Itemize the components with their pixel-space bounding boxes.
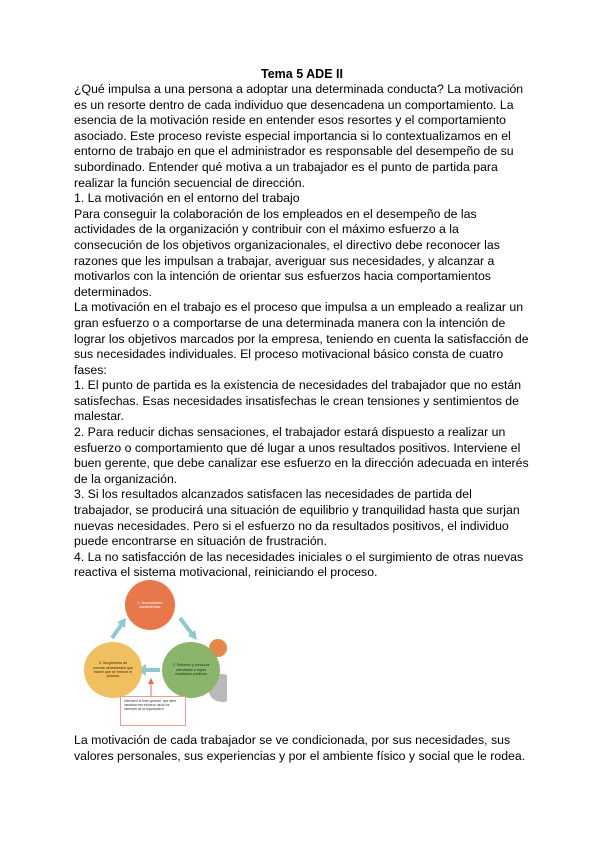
arrowhead — [148, 678, 154, 684]
list-item: 2. Para reducir dichas sensaciones, el trabajador estará dispuesto a realizar un esfuerzo o comportamiento que dé lugar a unos resultados positivos. Interviene el buen gerente, que debe canalizar ese esfuerzo en la dirección adecuada en interés de la organización. — [74, 425, 529, 486]
list-item: 1. El punto de partida es la existencia de necesidades del trabajador que no están satisfechas. Esas necesidades insatisfechas le crean tensiones y sentimientos de malestar. — [74, 378, 522, 424]
motivation-cycle-diagram — [82, 578, 227, 728]
cycle-step-3: 3. Surgimiento de nuevas necesidades que hacen que se reinicie el proceso — [84, 642, 142, 698]
list-item: 4. La no satisfacción de las necesidades iniciales o el surgimiento de otras nuevas reactiva el sistema motivacional, reiniciando el proceso. — [74, 549, 524, 580]
closing-paragraph: La motivación de cada trabajador se ve condicionada, por sus necesidades, sus valores personales, sus experiencias y por el ambiente físico y social que le rodea. — [74, 733, 526, 763]
paragraph-intro: ¿Qué impulsa a una persona a adoptar una determinada conducta? La motivación es un resorte dentro de cada individuo que desencadena un comportamiento. La esencia de la motivación reside en entender esos resortes y el comportamiento asociado. Este proceso reviste especial importancia si lo contextualizamos en el entorno de trabajo en que el administrador es responsable del desempeño de su subordinado. Entender qué motiva a un trabajador es el punto de partida para realizar la función secuencial de dirección. — [74, 82, 524, 190]
document-body — [74, 66, 530, 581]
closing-paragraph-container — [74, 733, 530, 764]
manager-note: Interviene el buen gerente, que debe canalizar ese esfuerzo hacia los intereses de la organización — [120, 696, 186, 726]
cycle-step-1: 1. Necesidades insatisfechas — [125, 580, 175, 630]
arrow-3-to-1 — [112, 624, 122, 638]
arrow-1-to-2 — [180, 618, 192, 634]
cycle-step-2: 2. Esfuerzo y conducta orientados a lograr resultados positivos — [162, 642, 220, 698]
page-title: Tema 5 ADE II — [261, 67, 343, 81]
paragraph: La motivación en el trabajo es el proceso que impulsa a un empleado a realizar un gran esfuerzo o a comportarse de una determinada manera con la intención de lograr los objetivos marcados por la empresa, teniendo en cuenta la satisfacción de sus necesidades individuales. El proceso motivacional básico consta de cuatro fases: — [74, 300, 529, 377]
paragraph: Para conseguir la colaboración de los empleados en el desempeño de las actividades de la organización y contribuir con el máximo esfuerzo a la consecución de los objetivos organizacionales, el directivo debe reconocer las razones que les impulsan a trabajar, averiguar sus necesidades, y alcanzar a motivarlos con la intención de orientar sus esfuerzos hacia comportamientos determinados. — [74, 206, 500, 299]
list-item: 3. Si los resultados alcanzados satisfacen las necesidades de partida del trabajador, se producirá una situación de equilibrio y tranquilidad hasta que surjan nuevas necesidades. Pero si el esfuerzo no da resultados positivos, el individuo puede encontrarse en situación de frustración. — [74, 487, 520, 549]
section-heading: 1. La motivación en el entorno del trabajo — [74, 191, 300, 206]
